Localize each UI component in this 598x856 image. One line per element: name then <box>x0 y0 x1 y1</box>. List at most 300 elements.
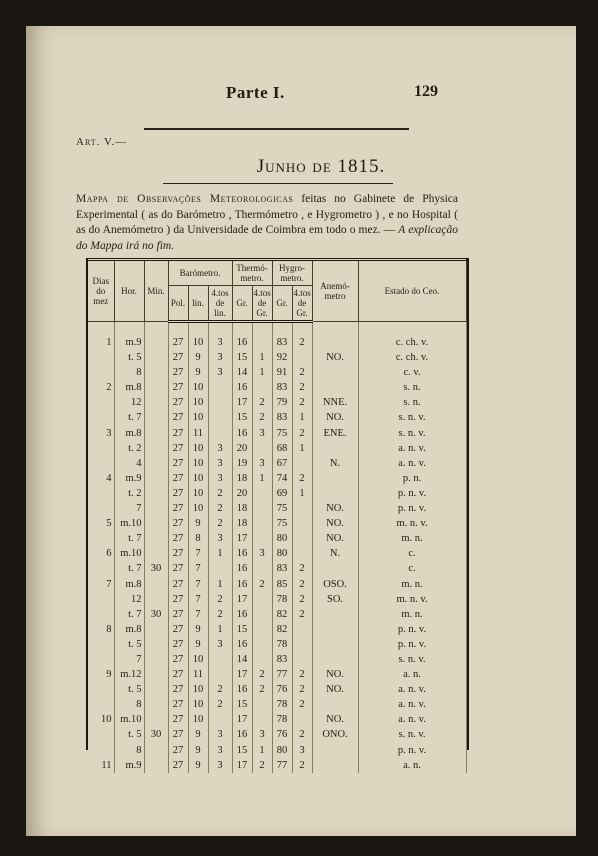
cell-therm-degrees: 14 <box>232 652 252 667</box>
cell-quarter-lin <box>208 380 232 395</box>
cell-therm-degrees: 18 <box>232 471 252 486</box>
cell-therm-quarters <box>252 516 272 531</box>
cell-hygro-degrees: 68 <box>272 441 292 456</box>
cell-hour: t. 7 <box>114 531 144 546</box>
col-header-hygro-degrees: Gr. <box>272 286 292 322</box>
cell-hygro-quarters <box>292 516 312 531</box>
cell-therm-quarters: 1 <box>252 365 272 380</box>
cell-sky-state: a. n. v. <box>358 682 466 697</box>
cell-hour: 4 <box>114 456 144 471</box>
cell-therm-degrees: 16 <box>232 607 252 622</box>
cell-pol: 27 <box>168 471 188 486</box>
cell-pol: 27 <box>168 335 188 350</box>
cell-therm-degrees: 19 <box>232 456 252 471</box>
cell-quarter-lin <box>208 712 232 727</box>
cell-lin: 9 <box>188 350 208 365</box>
cell-therm-quarters <box>252 697 272 712</box>
cell-therm-degrees: 15 <box>232 743 252 758</box>
cell-day: 8 <box>88 622 114 637</box>
cell-therm-degrees: 17 <box>232 592 252 607</box>
cell-anemometer <box>312 652 358 667</box>
cell-pol: 27 <box>168 441 188 456</box>
cell-therm-quarters: 2 <box>252 758 272 773</box>
cell-lin: 10 <box>188 410 208 425</box>
cell-pol: 27 <box>168 637 188 652</box>
cell-day: 5 <box>88 516 114 531</box>
cell-minute <box>144 501 168 516</box>
cell-day <box>88 607 114 622</box>
cell-minute <box>144 712 168 727</box>
col-header-thermometer: Thermó-metro. <box>232 260 272 286</box>
cell-therm-quarters <box>252 441 272 456</box>
cell-hygro-degrees: 82 <box>272 607 292 622</box>
cell-therm-quarters <box>252 531 272 546</box>
cell-anemometer: NO. <box>312 682 358 697</box>
table-row <box>88 516 466 531</box>
cell-hour: t. 2 <box>114 441 144 456</box>
cell-quarter-lin <box>208 652 232 667</box>
cell-quarter-lin: 1 <box>208 577 232 592</box>
cell-lin: 9 <box>188 622 208 637</box>
cell-hygro-quarters: 2 <box>292 667 312 682</box>
table-row <box>88 531 466 546</box>
cell-day <box>88 637 114 652</box>
cell-hygro-degrees: 79 <box>272 395 292 410</box>
cell-day <box>88 743 114 758</box>
cell-therm-quarters: 1 <box>252 350 272 365</box>
cell-therm-quarters <box>252 622 272 637</box>
cell-therm-quarters <box>252 607 272 622</box>
cell-hygro-degrees: 80 <box>272 531 292 546</box>
table-spacer <box>88 322 466 336</box>
cell-day: 1 <box>88 335 114 350</box>
cell-quarter-lin <box>208 410 232 425</box>
cell-day: 11 <box>88 758 114 773</box>
cell-hour: t. 5 <box>114 637 144 652</box>
cell-hygro-degrees: 82 <box>272 622 292 637</box>
cell-minute <box>144 486 168 501</box>
cell-hygro-quarters: 2 <box>292 380 312 395</box>
cell-hygro-quarters: 2 <box>292 561 312 576</box>
cell-sky-state: a. n. v. <box>358 441 466 456</box>
table-row <box>88 501 466 516</box>
table-row <box>88 682 466 697</box>
cell-hygro-degrees: 83 <box>272 335 292 350</box>
cell-hygro-quarters: 2 <box>292 365 312 380</box>
cell-minute <box>144 441 168 456</box>
cell-minute <box>144 622 168 637</box>
cell-therm-degrees: 17 <box>232 667 252 682</box>
cell-lin: 10 <box>188 652 208 667</box>
cell-anemometer: N. <box>312 546 358 561</box>
cell-hygro-degrees: 78 <box>272 592 292 607</box>
cell-lin: 9 <box>188 743 208 758</box>
cell-anemometer: NO. <box>312 350 358 365</box>
cell-therm-quarters <box>252 712 272 727</box>
cell-pol: 27 <box>168 758 188 773</box>
cell-hygro-quarters: 2 <box>292 607 312 622</box>
cell-hygro-quarters: 2 <box>292 471 312 486</box>
cell-minute <box>144 426 168 441</box>
cell-hour: m.9 <box>114 471 144 486</box>
cell-anemometer <box>312 365 358 380</box>
cell-therm-quarters: 3 <box>252 546 272 561</box>
cell-therm-degrees: 16 <box>232 682 252 697</box>
cell-minute <box>144 652 168 667</box>
cell-hour: t. 2 <box>114 486 144 501</box>
book-page <box>26 26 576 836</box>
cell-hygro-quarters: 1 <box>292 486 312 501</box>
cell-hour: m.10 <box>114 712 144 727</box>
cell-hygro-quarters <box>292 531 312 546</box>
table-row <box>88 652 466 667</box>
cell-sky-state: a. n. v. <box>358 697 466 712</box>
cell-pol: 27 <box>168 410 188 425</box>
cell-hygro-quarters <box>292 637 312 652</box>
cell-therm-quarters <box>252 652 272 667</box>
cell-lin: 10 <box>188 471 208 486</box>
cell-quarter-lin <box>208 426 232 441</box>
cell-hygro-degrees: 83 <box>272 561 292 576</box>
cell-therm-quarters <box>252 501 272 516</box>
cell-day <box>88 456 114 471</box>
table-row <box>88 350 466 365</box>
cell-therm-quarters <box>252 592 272 607</box>
cell-anemometer: NO. <box>312 712 358 727</box>
cell-hygro-quarters: 2 <box>292 682 312 697</box>
cell-pol: 27 <box>168 380 188 395</box>
cell-therm-quarters: 3 <box>252 456 272 471</box>
cell-pol: 27 <box>168 486 188 501</box>
table-row <box>88 456 466 471</box>
cell-minute <box>144 350 168 365</box>
cell-therm-quarters <box>252 561 272 576</box>
cell-quarter-lin: 2 <box>208 607 232 622</box>
cell-hour: t. 7 <box>114 607 144 622</box>
cell-hygro-degrees: 76 <box>272 682 292 697</box>
cell-hour: 12 <box>114 395 144 410</box>
cell-day <box>88 365 114 380</box>
cell-hygro-quarters <box>292 712 312 727</box>
cell-day <box>88 410 114 425</box>
cell-lin: 11 <box>188 426 208 441</box>
cell-hour: 8 <box>114 365 144 380</box>
cell-minute <box>144 471 168 486</box>
cell-therm-degrees: 16 <box>232 561 252 576</box>
col-header-therm-quarters: 4.tos de Gr. <box>252 286 272 322</box>
cell-pol: 27 <box>168 682 188 697</box>
cell-hygro-quarters: 2 <box>292 727 312 742</box>
cell-hygro-quarters: 2 <box>292 426 312 441</box>
table-row <box>88 471 466 486</box>
cell-therm-quarters: 2 <box>252 410 272 425</box>
cell-pol: 27 <box>168 546 188 561</box>
cell-therm-degrees: 15 <box>232 697 252 712</box>
cell-pol: 27 <box>168 531 188 546</box>
cell-therm-degrees: 15 <box>232 350 252 365</box>
cell-anemometer: NO. <box>312 410 358 425</box>
cell-sky-state: a. n. <box>358 667 466 682</box>
page-title: Junho de 1815. <box>256 156 386 177</box>
cell-hygro-degrees: 83 <box>272 380 292 395</box>
cell-anemometer <box>312 471 358 486</box>
description-body: feitas no Gabinete de Physica Experimental ( as do Barómetro , Thermómetro , e Hygrometro ) , e no Hospital ( as do Anemómetro ) da Universidade de Coimbra em todo o mez. — <box>76 193 458 236</box>
table-row <box>88 758 466 773</box>
cell-pol: 27 <box>168 501 188 516</box>
cell-day <box>88 441 114 456</box>
col-header-pol: Pol. <box>168 286 188 322</box>
cell-hygro-quarters: 2 <box>292 697 312 712</box>
cell-day <box>88 727 114 742</box>
cell-hygro-quarters <box>292 546 312 561</box>
cell-hygro-quarters: 1 <box>292 441 312 456</box>
cell-anemometer: SO. <box>312 592 358 607</box>
cell-therm-degrees: 20 <box>232 441 252 456</box>
cell-hour: t. 7 <box>114 410 144 425</box>
cell-minute <box>144 395 168 410</box>
cell-minute <box>144 697 168 712</box>
cell-sky-state: p. n. <box>358 471 466 486</box>
cell-hour: 7 <box>114 501 144 516</box>
cell-hour: m.9 <box>114 758 144 773</box>
cell-lin: 7 <box>188 607 208 622</box>
table-row <box>88 335 466 350</box>
cell-minute <box>144 667 168 682</box>
cell-hour: 8 <box>114 743 144 758</box>
cell-quarter-lin: 3 <box>208 758 232 773</box>
cell-hygro-degrees: 77 <box>272 758 292 773</box>
cell-hygro-quarters <box>292 652 312 667</box>
cell-sky-state: m. n. <box>358 531 466 546</box>
cell-hour: m.8 <box>114 426 144 441</box>
cell-therm-quarters <box>252 637 272 652</box>
cell-lin: 7 <box>188 592 208 607</box>
cell-minute <box>144 516 168 531</box>
cell-quarter-lin: 2 <box>208 592 232 607</box>
cell-quarter-lin: 3 <box>208 743 232 758</box>
table-row <box>88 561 466 576</box>
cell-sky-state: p. n. v. <box>358 637 466 652</box>
cell-hygro-quarters: 2 <box>292 395 312 410</box>
cell-hour: 8 <box>114 697 144 712</box>
cell-therm-quarters: 2 <box>252 667 272 682</box>
cell-quarter-lin <box>208 395 232 410</box>
cell-hour: m.9 <box>114 335 144 350</box>
observations-table <box>88 258 467 773</box>
cell-therm-quarters: 3 <box>252 426 272 441</box>
col-header-minute: Min. <box>144 260 168 322</box>
table-row <box>88 380 466 395</box>
table-row <box>88 667 466 682</box>
cell-minute <box>144 743 168 758</box>
cell-lin: 10 <box>188 697 208 712</box>
cell-therm-quarters: 2 <box>252 682 272 697</box>
cell-pol: 27 <box>168 561 188 576</box>
cell-sky-state: s. n. <box>358 380 466 395</box>
cell-hour: 12 <box>114 592 144 607</box>
cell-hygro-quarters <box>292 622 312 637</box>
cell-sky-state: a. n. <box>358 758 466 773</box>
cell-day <box>88 652 114 667</box>
cell-lin: 10 <box>188 456 208 471</box>
cell-minute <box>144 577 168 592</box>
cell-day <box>88 561 114 576</box>
cell-sky-state: p. n. v. <box>358 486 466 501</box>
cell-quarter-lin: 3 <box>208 441 232 456</box>
cell-therm-degrees: 17 <box>232 395 252 410</box>
cell-quarter-lin: 3 <box>208 727 232 742</box>
cell-minute <box>144 531 168 546</box>
cell-day: 6 <box>88 546 114 561</box>
cell-hour: t. 5 <box>114 727 144 742</box>
table-row <box>88 712 466 727</box>
col-header-lin: lin. <box>188 286 208 322</box>
table-row <box>88 743 466 758</box>
cell-therm-degrees: 16 <box>232 577 252 592</box>
cell-sky-state: p. n. v. <box>358 501 466 516</box>
cell-sky-state: a. n. v. <box>358 712 466 727</box>
cell-hygro-degrees: 85 <box>272 577 292 592</box>
cell-lin: 10 <box>188 486 208 501</box>
cell-quarter-lin <box>208 561 232 576</box>
cell-sky-state: c. <box>358 546 466 561</box>
cell-pol: 27 <box>168 622 188 637</box>
cell-day <box>88 697 114 712</box>
cell-pol: 27 <box>168 743 188 758</box>
cell-hygro-degrees: 67 <box>272 456 292 471</box>
cell-quarter-lin: 2 <box>208 697 232 712</box>
cell-hygro-degrees: 77 <box>272 667 292 682</box>
cell-lin: 7 <box>188 546 208 561</box>
cell-quarter-lin: 3 <box>208 471 232 486</box>
cell-pol: 27 <box>168 667 188 682</box>
cell-quarter-lin: 2 <box>208 486 232 501</box>
col-header-quarter-lin: 4.tos de lin. <box>208 286 232 322</box>
cell-sky-state: a. n. v. <box>358 456 466 471</box>
cell-hygro-quarters <box>292 456 312 471</box>
col-header-hygrometer: Hygro-metro. <box>272 260 312 286</box>
cell-anemometer <box>312 743 358 758</box>
header-rule <box>144 128 409 130</box>
table-row <box>88 486 466 501</box>
cell-sky-state: s. n. <box>358 395 466 410</box>
cell-therm-quarters: 2 <box>252 577 272 592</box>
cell-sky-state: m. n. v. <box>358 592 466 607</box>
cell-hygro-quarters: 2 <box>292 577 312 592</box>
running-header <box>26 83 576 105</box>
cell-day: 4 <box>88 471 114 486</box>
page-number: 129 <box>414 83 438 100</box>
table-row <box>88 365 466 380</box>
cell-hygro-degrees: 75 <box>272 501 292 516</box>
cell-day: 10 <box>88 712 114 727</box>
cell-day: 7 <box>88 577 114 592</box>
cell-lin: 8 <box>188 531 208 546</box>
cell-anemometer: NO. <box>312 531 358 546</box>
cell-pol: 27 <box>168 712 188 727</box>
cell-quarter-lin: 3 <box>208 335 232 350</box>
cell-therm-degrees: 16 <box>232 637 252 652</box>
table-row <box>88 637 466 652</box>
cell-day <box>88 486 114 501</box>
cell-therm-quarters <box>252 380 272 395</box>
cell-anemometer <box>312 758 358 773</box>
cell-lin: 10 <box>188 712 208 727</box>
cell-anemometer: NNE. <box>312 395 358 410</box>
cell-anemometer: OSO. <box>312 577 358 592</box>
cell-therm-degrees: 17 <box>232 758 252 773</box>
cell-minute <box>144 335 168 350</box>
cell-hygro-degrees: 75 <box>272 516 292 531</box>
table-header <box>88 260 466 322</box>
table-row <box>88 441 466 456</box>
cell-sky-state: p. n. v. <box>358 743 466 758</box>
cell-sky-state: m. n. <box>358 607 466 622</box>
cell-hygro-degrees: 75 <box>272 426 292 441</box>
cell-hygro-quarters: 3 <box>292 743 312 758</box>
cell-hygro-degrees: 92 <box>272 350 292 365</box>
cell-minute: 30 <box>144 727 168 742</box>
col-header-sky-state: Estado do Ceo. <box>358 260 466 322</box>
cell-anemometer <box>312 697 358 712</box>
table-row <box>88 577 466 592</box>
cell-hour: 7 <box>114 652 144 667</box>
cell-sky-state: c. ch. v. <box>358 350 466 365</box>
cell-therm-degrees: 16 <box>232 335 252 350</box>
cell-anemometer <box>312 561 358 576</box>
cell-lin: 9 <box>188 727 208 742</box>
cell-minute <box>144 410 168 425</box>
cell-hygro-degrees: 74 <box>272 471 292 486</box>
cell-hour: m.8 <box>114 577 144 592</box>
cell-therm-quarters <box>252 486 272 501</box>
cell-hygro-degrees: 69 <box>272 486 292 501</box>
cell-therm-degrees: 15 <box>232 410 252 425</box>
cell-pol: 27 <box>168 652 188 667</box>
cell-anemometer: NO. <box>312 516 358 531</box>
cell-anemometer: NO. <box>312 501 358 516</box>
cell-pol: 27 <box>168 395 188 410</box>
cell-quarter-lin: 3 <box>208 456 232 471</box>
cell-pol: 27 <box>168 727 188 742</box>
title-rule <box>163 183 393 184</box>
cell-hygro-quarters: 2 <box>292 592 312 607</box>
cell-anemometer <box>312 441 358 456</box>
cell-day <box>88 350 114 365</box>
cell-hygro-degrees: 80 <box>272 546 292 561</box>
cell-sky-state: c. <box>358 561 466 576</box>
cell-quarter-lin: 2 <box>208 516 232 531</box>
cell-lin: 10 <box>188 501 208 516</box>
cell-lin: 9 <box>188 637 208 652</box>
cell-therm-degrees: 20 <box>232 486 252 501</box>
cell-lin: 11 <box>188 667 208 682</box>
cell-therm-degrees: 18 <box>232 501 252 516</box>
cell-therm-degrees: 16 <box>232 426 252 441</box>
cell-therm-quarters: 2 <box>252 395 272 410</box>
cell-lin: 10 <box>188 682 208 697</box>
cell-minute <box>144 637 168 652</box>
cell-hygro-degrees: 78 <box>272 697 292 712</box>
cell-hygro-degrees: 78 <box>272 637 292 652</box>
table-row <box>88 546 466 561</box>
cell-hour: m.8 <box>114 380 144 395</box>
cell-hygro-quarters <box>292 350 312 365</box>
cell-quarter-lin: 3 <box>208 365 232 380</box>
cell-pol: 27 <box>168 365 188 380</box>
cell-pol: 27 <box>168 426 188 441</box>
cell-sky-state: c. ch. v. <box>358 335 466 350</box>
